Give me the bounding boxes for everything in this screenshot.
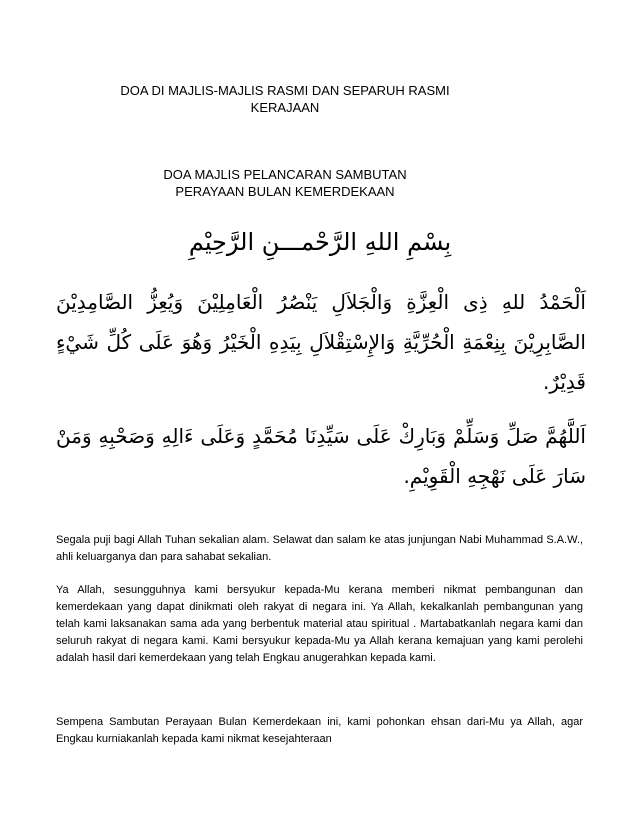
subtitle-line-2: PERAYAAN BULAN KEMERDEKAAN xyxy=(175,184,395,199)
paragraph-supplication: Sempena Sambutan Perayaan Bulan Kemerdekaan ini, kami pohonkan ehsan dari-Mu ya Allah, agar Engkau kurniakanlah kepada kami nikmat kesejahteraan xyxy=(56,716,583,745)
title-line-1: DOA DI MAJLIS-MAJLIS RASMI DAN SEPARUH RASMI xyxy=(120,83,450,98)
arabic-paragraph-praise: اَلْحَمْدُ للهِ ذِى الْعِزَّةِ وَالْجَلاَلِ يَنْصُرُ الْعَامِلِيْنَ وَيُعِزُّ الصَّامِدِيْنَ الصَّابِرِيْنَ بِنِعْمَةِ الْحُرِّيَّةِ وَالإِسْتِقْلاَلِ بِيَدِهِ الْخَيْرُ وَهُوَ عَلَى كُلِّ شَيْءٍ قَدِيْرٌ. xyxy=(56,290,586,394)
paragraph-gratitude: Ya Allah, sesungguhnya kami bersyukur kepada-Mu kerana memberi nikmat pembangunan dan kemerdekaan yang dapat dinikmati oleh rakyat di negara ini. Ya Allah, kekalkanlah pembangunan yang telah kami laksanakan sama ada yang berbentuk material atau spiritual . Martabatkanlah negara kami dan seluruh rakyat di negara kami. Kami bersyukur kepada-Mu ya Allah kerana kemajuan yang kami perolehi adalah hasil dari kemerdekaan yang telah Engkau anugerahkan kepada kami. xyxy=(56,584,583,664)
title-line-2: KERAJAAN xyxy=(250,100,320,115)
basmalah-text: بِسْمِ اللهِ الرَّحْمـــنِ الرَّحِيْمِ xyxy=(188,228,452,256)
arabic-paragraph-salawat: اَللَّهُمَّ صَلِّ وَسَلِّمْ وَبَارِكْ عَلَى سَيِّدِنَا مُحَمَّدٍ وَعَلَى ءَالِهِ وَصَحْبِهِ وَمَنْ سَارَ عَلَى نَهْجِهِ الْقَوِيْمِ. xyxy=(56,424,586,488)
paragraph-praise-translation: Segala puji bagi Allah Tuhan sekalian alam. Selawat dan salam ke atas junjungan Nabi Muhammad S.A.W., ahli keluarganya dan para sahabat sekalian. xyxy=(56,534,583,563)
subtitle-line-1: DOA MAJLIS PELANCARAN SAMBUTAN xyxy=(163,167,407,182)
document-title xyxy=(80,82,490,116)
document-subtitle xyxy=(120,166,450,200)
